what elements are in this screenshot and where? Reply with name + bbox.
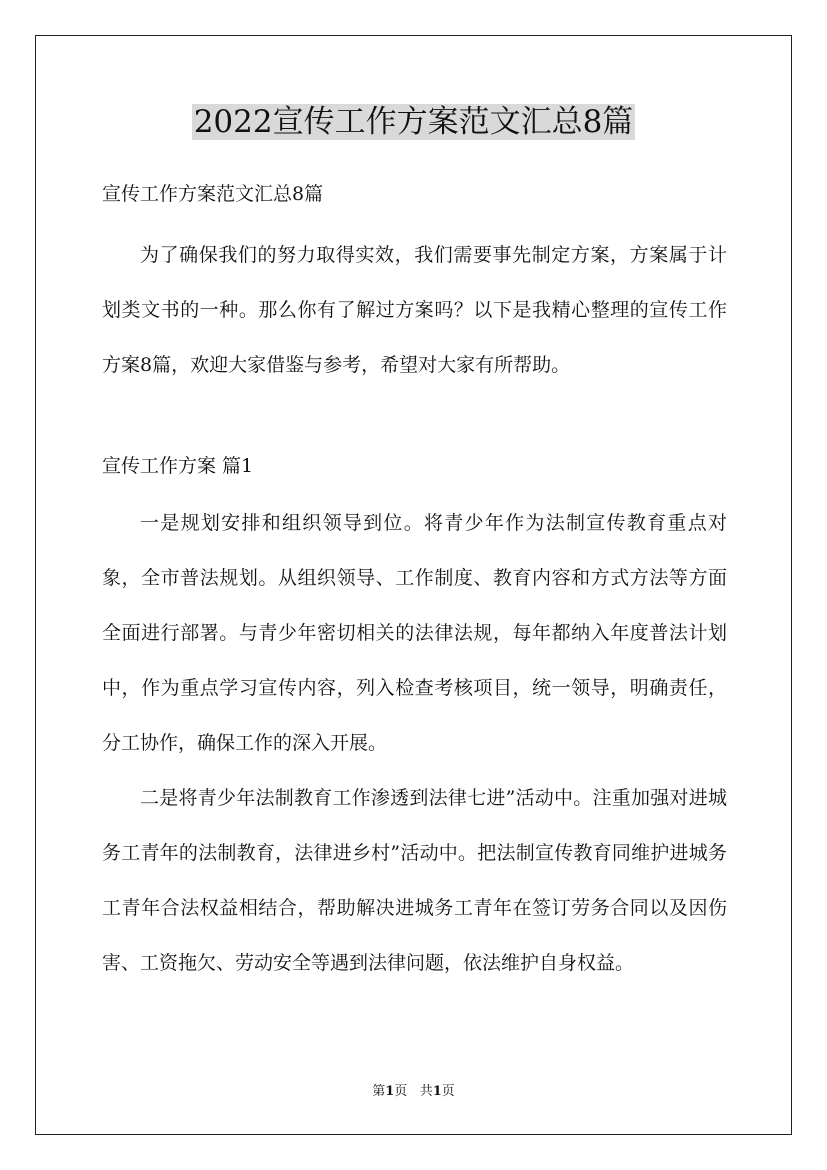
page-suffix: 页 (394, 1084, 408, 1099)
intro-section (102, 228, 727, 393)
body-paragraph-1: 一是规划安排和组织领导到位。将青少年作为法制宣传教育重点对象，全市普法规划。从组织领导、工作制度、教育内容和方式方法等方面全面进行部署。与青少年密切相关的法律法规，每年都纳入年度普法计划中，作为重点学习宣传内容，列入检查考核项目，统一领导，明确责任，分工协作，确保工作的深入开展。 (102, 512, 727, 754)
section-heading: 宣传工作方案 篇1 (102, 455, 254, 477)
total-suffix: 页 (441, 1084, 455, 1099)
body-paragraph-2: 二是将青少年法制教育工作渗透到法律七进”活动中。注重加强对进城务工青年的法制教育，法律进乡村”活动中。把法制宣传教育同维护进城务工青年合法权益相结合，帮助解决进城务工青年在签订劳务合同以及因伤害、工资拖欠、劳动安全等遇到法律问题，依法维护自身权益。 (102, 787, 727, 974)
total-number: 1 (432, 1084, 442, 1099)
page-number: 1 (385, 1084, 395, 1099)
document-subtitle: 宣传工作方案范文汇总8篇 (102, 183, 324, 205)
page-footer (0, 1083, 827, 1101)
total-prefix: 共 (419, 1084, 433, 1099)
document-title (0, 100, 827, 144)
intro-paragraph: 为了确保我们的努力取得实效，我们需要事先制定方案，方案属于计划类文书的一种。那么你有了解过方案吗？以下是我精心整理的宣传工作方案8篇，欢迎大家借鉴与参考，希望对大家有所帮助。 (102, 244, 727, 376)
section-body (102, 496, 727, 991)
document-title-text: 2022宣传工作方案范文汇总8篇 (193, 104, 634, 140)
page-prefix: 第 (372, 1084, 386, 1099)
